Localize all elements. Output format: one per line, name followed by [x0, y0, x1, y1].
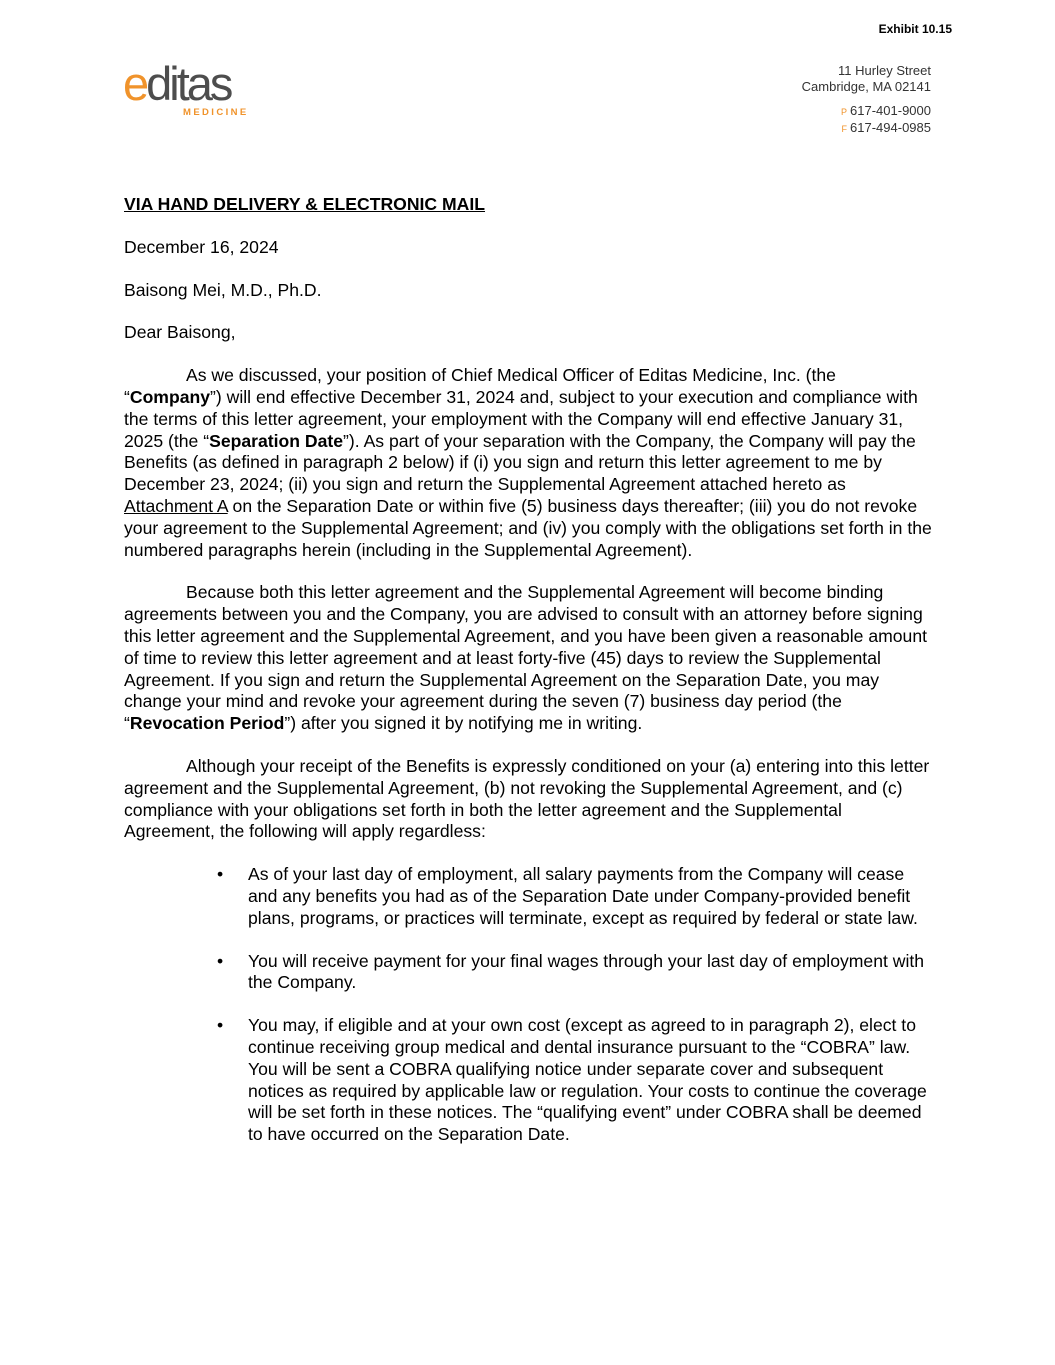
- p1-text-c: ”) will end effective December 31, 2024 and, subject to your execution and compliance with the terms of this letter agreement, your employment with the Company will end effective January 31, 2025 (the “: [124, 386, 918, 451]
- p1-text-e: ”). As part of your separation with the Company, the Company will pay the Benefits (as defined in paragraph 2 below) if (i) you sign and return this letter agreement to me by December 23, 2024; (ii) you sign and return the Supplemental Agreement attached hereto as: [124, 430, 916, 495]
- p2-text-c: ”) after you signed it by notifying me in writing.: [284, 713, 643, 734]
- phone-line: [802, 103, 931, 120]
- list-item: • You may, if eligible and at your own cost (except as agreed to in paragraph 2), elect to continue receiving group medical and dental insurance pursuant to the “COBRA” law. You will be sent a COBRA qualifying notice under separate cover and subsequent notices as required by applicable law or regulation. Your costs to continue the coverage will be set forth in these notices. The “qualifying event” under COBRA shall be deemed to have occurred on the Separation Date.: [248, 1015, 934, 1146]
- p2-text-a: Because both this letter agreement and the Supplemental Agreement will become binding agreements between you and the Company, you are advised to consult with an attorney before signing this letter agreement and the Supplemental Agreement, and you have been given a reasonable amount of time to review this letter agreement and at least forty-five (45) days to review the Supplemental Agreement. If you sign and return the Supplemental Agreement on the Separation Date, you may change your mind and revoke your agreement during the seven (7) business day period (the “: [124, 582, 928, 734]
- phone-label: P: [841, 107, 848, 117]
- fax-line: [802, 120, 931, 137]
- p1-text-g: on the Separation Date or within five (5) business days thereafter; (iii) you do not revoke your agreement to the Supplemental Agreement; and (iv) you comply with the obligations set forth in the numbered paragraphs herein (including in the Supplemental Agreement).: [124, 495, 932, 560]
- logo-rest: ditas: [146, 57, 231, 110]
- paragraph-3: Although your receipt of the Benefits is expressly conditioned on your (a) entering into this letter agreement and the Supplemental Agreement, (b) not revoking the Supplemental Agreement, and (c) compliance with your obligations set forth in both the letter agreement and the Supplemental Agreement, the following will apply regardless:: [124, 755, 930, 842]
- paragraph-1: [124, 365, 934, 561]
- address-city: Cambridge, MA 02141: [801, 79, 931, 94]
- logo-subtitle: MEDICINE: [183, 107, 249, 118]
- logo-e: e: [123, 57, 147, 110]
- term-separation-date: Separation Date: [209, 430, 344, 451]
- logo-wordmark: [123, 57, 231, 110]
- attachment-a-reference: Attachment A: [124, 495, 228, 516]
- editas-logo: [123, 57, 263, 122]
- p1-text-a: As we discussed, your position of Chief Medical Officer of Editas Medicine, Inc. (the “: [124, 365, 836, 407]
- letter-date: December 16, 2024: [124, 236, 279, 257]
- bullet-list: [124, 864, 934, 1146]
- address-street: 11 Hurley Street: [838, 63, 931, 78]
- fax-number: 617-494-0985: [850, 120, 931, 135]
- fax-label: F: [841, 124, 848, 134]
- exhibit-label: Exhibit 10.15: [878, 22, 952, 36]
- list-item: • As of your last day of employment, all salary payments from the Company will cease and any benefits you had as of the Separation Date under Company-provided benefit plans, programs, or practices will terminate, except as required by federal or state law.: [248, 864, 934, 929]
- company-address: [802, 63, 931, 137]
- list-item: • You will receive payment for your final wages through your last day of employment with the Company.: [248, 951, 934, 995]
- term-company: Company: [129, 386, 211, 407]
- term-revocation-period: Revocation Period: [129, 713, 285, 734]
- recipient-name: Baisong Mei, M.D., Ph.D.: [124, 279, 322, 300]
- phone-number: 617-401-9000: [850, 103, 931, 118]
- salutation: Dear Baisong,: [124, 322, 236, 343]
- delivery-heading: VIA HAND DELIVERY & ELECTRONIC MAIL: [124, 194, 486, 214]
- paragraph-2: [124, 582, 934, 735]
- letter-body: [124, 194, 934, 1167]
